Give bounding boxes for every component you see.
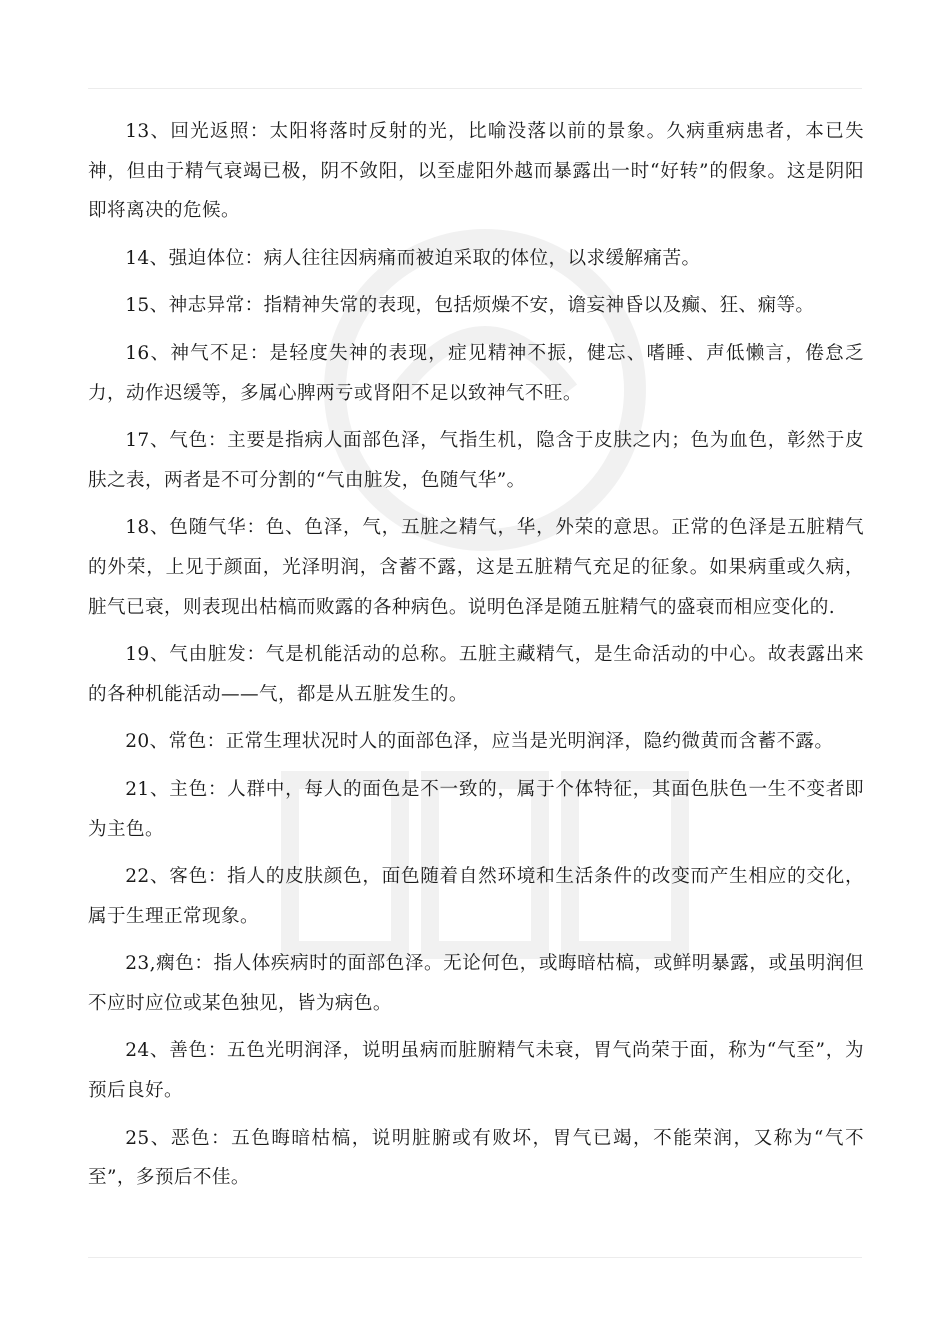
entry-20: 20、常色：正常生理状况时人的面部色泽，应当是光明润泽，隐约微黄而含蓄不露。 <box>125 731 834 753</box>
entry-15: 15、神志异常：指精神失常的表现，包括烦燥不安，谵妄神昏以及癫、狂、痫等。 <box>125 295 815 317</box>
entry-17: 17、气色：主要是指病人面部色泽，气指生机，隐含于皮肤之内；色为血色，彰然于皮肤之表，两者是不可分割的“气由脏发，色随气华”。 <box>88 430 864 491</box>
entry-list <box>88 112 864 1206</box>
entry-22: 22、客色：指人的皮肤颜色，面色随着自然环境和生活条件的改变而产生相应的交化，属于生理正常现象。 <box>88 866 864 927</box>
entry-19: 19、气由脏发：气是机能活动的总称。五脏主藏精气，是生命活动的中心。故表露出来的各种机能活动——气，都是从五脏发生的。 <box>88 644 864 705</box>
entry-16: 16、神气不足：是轻度失神的表现，症见精神不振，健忘、嗜睡、声低懒言，倦怠乏力，动作迟缓等，多属心脾两亏或肾阳不足以致神气不旺。 <box>88 342 864 404</box>
footer-rule <box>88 1257 862 1258</box>
entry-13: 13、回光返照：太阳将落时反射的光，比喻没落以前的景象。久病重病患者，本已失神，但由于精气衰竭已极，阴不敛阳，以至虚阳外越而暴露出一时“好转”的假象。这是阴阳即将离决的危候。 <box>88 121 864 222</box>
entry-25: 25、恶色：五色晦暗枯槁，说明脏腑或有败坏，胃气已竭，不能荣润，又称为“气不至”，多预后不佳。 <box>88 1127 864 1189</box>
entry-24: 24、善色：五色光明润泽，说明虽病而脏腑精气未衰，胃气尚荣于面，称为“气至”，为预后良好。 <box>88 1040 864 1102</box>
entry-14: 14、强迫体位：病人往往因病痛而被迫采取的体位，以求缓解痛苦。 <box>125 247 701 269</box>
entry-21: 21、主色：人群中，每人的面色是不一致的，属于个体特征，其面色肤色一生不变者即为主色。 <box>88 778 864 840</box>
entry-23: 23,瘸色：指人体疾病时的面部色泽。无论何色，或晦暗枯槁，或鲜明暴露，或虽明润但不应时应位或某色独见，皆为病色。 <box>88 953 864 1014</box>
entry-18: 18、色随气华：色、色泽，气，五脏之精气，华，外荣的意思。正常的色泽是五脏精气的外荣，上见于颜面，光泽明润，含蓄不露，这是五脏精气充足的征象。如果病重或久病，脏气已衰，则表现出枯槁而败露的各种病色。说明色泽是随五脏精气的盛衰而相应变化的. <box>88 517 864 618</box>
header-rule <box>88 88 862 89</box>
